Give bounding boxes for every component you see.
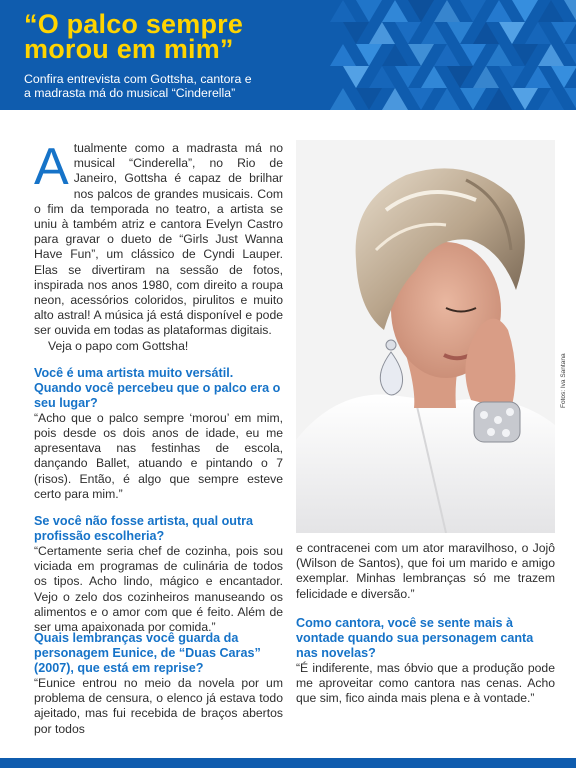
triangle-decoration bbox=[434, 88, 460, 110]
triangle-decoration bbox=[525, 66, 551, 88]
triangle-decoration bbox=[486, 88, 512, 110]
triangle-decoration bbox=[382, 44, 408, 66]
triangle-decoration bbox=[369, 66, 395, 88]
triangle-decoration bbox=[447, 66, 473, 88]
triangle-decoration bbox=[356, 44, 382, 66]
triangle-decoration bbox=[408, 44, 434, 66]
question-3: Quais lembranças você guarda da personagem Eunice, de “Duas Caras” (2007), que está em reprise? bbox=[34, 631, 261, 675]
article-subtitle-line-2: a madrasta má do musical “Cinderella” bbox=[24, 86, 236, 100]
triangle-decoration bbox=[538, 88, 564, 110]
left-column-bottom bbox=[34, 631, 283, 737]
triangle-decoration bbox=[538, 0, 564, 22]
answer-2: “Certamente seria chef de cozinha, pois sou viciada em programas de culinária de todos os tipos. Acho lindo, mágico e encantador. Vejo o zelo dos cozinheiros manuseando os alimentos e o amor com que é feito. Além de ser uma apaixonada por comida.” bbox=[34, 544, 283, 635]
triangle-decoration bbox=[486, 0, 512, 22]
question-4: Como cantora, você se sente mais à vontade quando sua personagem canta nas novelas? bbox=[296, 615, 534, 660]
portrait-photo bbox=[296, 140, 555, 533]
triangle-decoration bbox=[460, 44, 486, 66]
triangle-decoration bbox=[434, 44, 460, 66]
triangle-decoration bbox=[447, 22, 473, 44]
intro-text: tualmente como a madrasta má no musical “Cinderella”, no Rio de Janeiro, Gottsha é capaz de brilhar nos palcos de grandes musicais. Com o fim da temporada no teatro, a artista se uniu à também atriz e cantora Evelyn Castro para gravar o dueto de “Girls Just Wanna Have Fun”, um clássico de Cyndi Lauper. Elas se divertiram na sessão de fotos, inspirada nos anos 1980, com direito a roupa neon, acessórios coloridos, pirulitos e muito alto astral! A música já está disponível e pode ser ouvida em todas as plataformas digitais. bbox=[34, 141, 283, 338]
answer-4: “É indiferente, mas óbvio que a produção pode me aproveitar como cantora nas cenas. Acho que sim, fico ainda mais plena e à vontade.” bbox=[296, 660, 555, 706]
triangle-decoration bbox=[356, 88, 382, 110]
triangle-decoration bbox=[538, 44, 564, 66]
answer-3-part-1: “Eunice entrou no meio da novela por um problema de censura, o elenco já estava todo ajeitado, mas fui recebida de braços abertos por todos bbox=[34, 676, 283, 736]
photo-credit: Fotos: Iva Santana bbox=[560, 353, 567, 408]
triangle-decoration bbox=[564, 0, 576, 22]
answer-3-part-2: e contracenei com um ator maravilhoso, o Jojô (Wilson de Santos), que foi um marido e amigo exemplar. Minhas lembranças só me trazem felicidade e diversão.” bbox=[296, 541, 555, 601]
triangle-decoration bbox=[434, 0, 460, 22]
triangle-decoration bbox=[421, 22, 447, 44]
left-column-top bbox=[34, 138, 283, 635]
triangle-decoration bbox=[460, 0, 486, 22]
answer-1: “Acho que o palco sempre ‘morou’ em mim, pois desde os dois anos de idade, eu me apresentava nas festinhas de escola, dançando Ballet, atuando e pintando o 7 (risos). Então, é algo que sempre esteve certo para mim.” bbox=[34, 410, 283, 501]
article-title-line-1: “O palco sempre bbox=[24, 9, 244, 39]
portrait-illustration bbox=[296, 140, 555, 533]
triangle-decoration bbox=[512, 0, 538, 22]
footer-band bbox=[0, 758, 576, 768]
triangle-decoration bbox=[512, 88, 538, 110]
intro-paragraph bbox=[34, 138, 283, 339]
triangle-decoration bbox=[473, 66, 499, 88]
triangle-decoration bbox=[486, 44, 512, 66]
triangle-decoration bbox=[395, 22, 421, 44]
triangle-decoration bbox=[551, 66, 576, 88]
article-title-line-2: morou em mim” bbox=[24, 34, 234, 64]
triangle-decoration bbox=[408, 88, 434, 110]
triangle-decoration bbox=[382, 0, 408, 22]
question-2: Se você não fosse artista, qual outra profissão escolheria? bbox=[34, 514, 254, 544]
right-column-bottom bbox=[296, 541, 555, 706]
triangle-decoration bbox=[473, 22, 499, 44]
intro-closing: Veja o papo com Gottsha! bbox=[48, 338, 189, 353]
triangle-decoration bbox=[460, 88, 486, 110]
article-subtitle-line-1: Confira entrevista com Gottsha, cantora e bbox=[24, 72, 252, 86]
triangle-decoration bbox=[564, 44, 576, 66]
triangle-decoration bbox=[551, 22, 576, 44]
triangle-decoration bbox=[564, 88, 576, 110]
triangle-decoration bbox=[499, 66, 525, 88]
triangle-decoration bbox=[356, 0, 382, 22]
triangle-decoration bbox=[499, 22, 525, 44]
triangle-decoration bbox=[421, 66, 447, 88]
article-subtitle bbox=[24, 72, 354, 100]
triangle-decoration bbox=[408, 0, 434, 22]
article-title bbox=[24, 9, 354, 64]
triangle-decoration bbox=[512, 44, 538, 66]
article-header bbox=[0, 0, 576, 110]
drop-cap: A bbox=[34, 138, 69, 196]
triangle-decoration bbox=[382, 88, 408, 110]
question-1: Você é uma artista muito versátil. Quando você percebeu que o palco era o seu lugar? bbox=[34, 365, 281, 410]
triangle-decoration bbox=[369, 22, 395, 44]
triangle-decoration bbox=[525, 22, 551, 44]
triangle-decoration bbox=[395, 66, 421, 88]
